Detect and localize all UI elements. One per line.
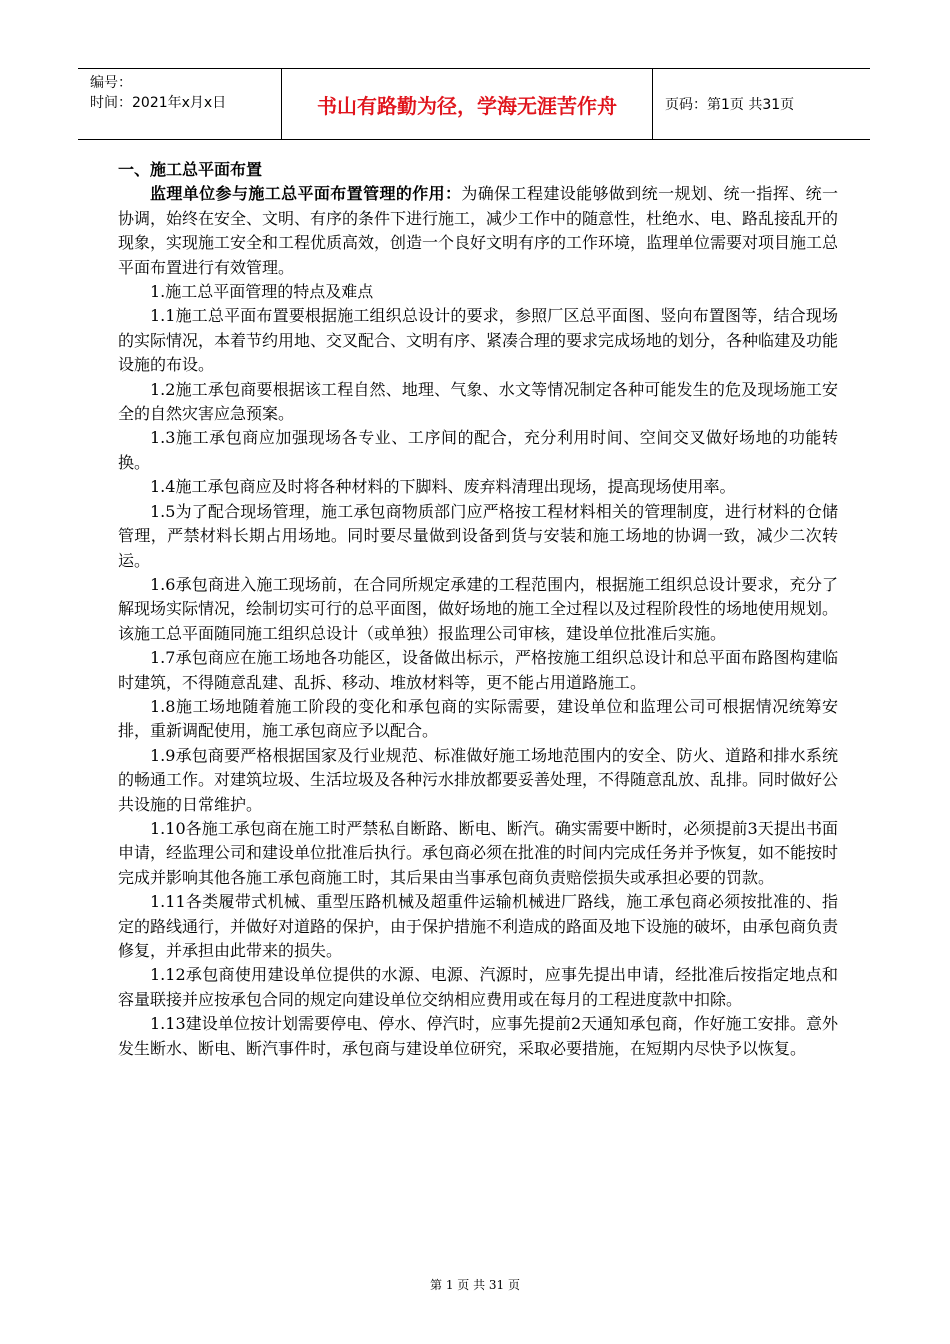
paragraph: 1.9承包商要严格根据国家及行业规范、标准做好施工场地范围内的安全、防火、道路和排水系统的畅通工作。对建筑垃圾、生活垃圾及各种污水排放都要妥善处理，不得随意乱放、乱排。同时做好公共设施的日常维护。 <box>118 745 839 814</box>
section-title: 一、施工总平面布置 <box>118 160 263 179</box>
header-time: 时间：2021年x月x日 <box>90 95 227 111</box>
paragraph: 1.8施工场地随着施工阶段的变化和承包商的实际需要，建设单位和监理公司可根据情况统筹安排，重新调配使用，施工承包商应予以配合。 <box>118 696 838 741</box>
paragraph: 1.5为了配合现场管理，施工承包商物质部门应严格按工程材料相关的管理制度，进行材料的仓储管理，严禁材料长期占用场地。同时要尽量做到设备到货与安装和施工场地的协调一致，减少二次转运。 <box>118 501 838 570</box>
header-number: 编号： <box>90 75 132 91</box>
paragraph: 1.2施工承包商要根据该工程自然、地理、气象、水文等情况制定各种可能发生的危及现场施工安全的自然灾害应急预案。 <box>118 379 838 424</box>
intro-rest: 为确保工程建设能够做到统一规划、统一指挥、统一协调，始终在安全、文明、有序的条件下进行施工，减少工作中的随意性，杜绝水、电、路乱接乱开的现象，实现施工安全和工程优质高效，创造一个良好文明有序的工作环境，监理单位需要对项目施工总平面布置进行有效管理。 <box>118 184 839 277</box>
paragraph: 1.10各施工承包商在施工时严禁私自断路、断电、断汽。确实需要中断时，必须提前3天提出书面申请，经监理公司和建设单位批准后执行。承包商必须在批准的时间内完成任务并予恢复，如不能按时完成并影响其他各施工承包商施工时，其后果由当事承包商负责赔偿损失或承担必要的罚款。 <box>118 818 839 887</box>
paragraph: 1.施工总平面管理的特点及难点 <box>150 282 374 302</box>
paragraph: 1.4施工承包商应及时将各种材料的下脚料、废弃料清理出现场，提高现场使用率。 <box>150 477 736 497</box>
intro-paragraph <box>118 182 838 280</box>
header-meta <box>78 69 282 139</box>
paragraph: 1.7承包商应在施工场地各功能区，设备做出标示，严格按施工组织总设计和总平面布路图构建临时建筑，不得随意乱建、乱拆、移动、堆放材料等，更不能占用道路施工。 <box>118 648 838 692</box>
paragraph: 1.6承包商进入施工现场前，在合同所规定承建的工程范围内，根据施工组织总设计要求，充分了解现场实际情况，绘制切实可行的总平面图，做好场地的施工全过程以及过程阶段性的场地使用规划。该施工总平面随同施工组织总设计（或单独）报监理公司审核，建设单位批准后实施。 <box>118 574 839 643</box>
document-header <box>78 68 870 140</box>
intro-bold: 监理单位参与施工总平面布置管理的作用： <box>150 184 462 204</box>
page-footer: 第 1 页 共 31 页 <box>430 1278 520 1292</box>
document-body <box>118 158 838 1061</box>
paragraph: 1.11各类履带式机械、重型压路机械及超重件运输机械进厂路线，施工承包商必须按批准的、指定的路线通行，并做好对道路的保护，由于保护措施不利造成的路面及地下设施的破坏，由承包商负责修复，并承担由此带来的损失。 <box>118 892 839 960</box>
header-page-info: 页码：第1页 共31页 <box>665 97 795 113</box>
paragraph: 1.12承包商使用建设单位提供的水源、电源、汽源时，应事先提出申请，经批准后按指定地点和容量联接并应按承包合同的规定向建设单位交纳相应费用或在每月的工程进度款中扣除。 <box>118 965 838 1009</box>
header-motto: 书山有路勤为径，学海无涯苦作舟 <box>282 69 653 139</box>
paragraph: 1.3施工承包商应加强现场各专业、工序间的配合，充分利用时间、空间交叉做好场地的功能转换。 <box>118 428 838 472</box>
paragraph: 1.13建设单位按计划需要停电、停水、停汽时，应事先提前2天通知承包商，作好施工安排。意外发生断水、断电、断汽事件时，承包商与建设单位研究，采取必要措施，在短期内尽快予以恢复。 <box>118 1014 838 1058</box>
paragraph: 1.1施工总平面布置要根据施工组织总设计的要求，参照厂区总平面图、竖向布置图等，结合现场的实际情况，本着节约用地、交叉配合、文明有序、紧凑合理的要求完成场地的划分，各种临建及功能设施的布设。 <box>118 306 839 375</box>
